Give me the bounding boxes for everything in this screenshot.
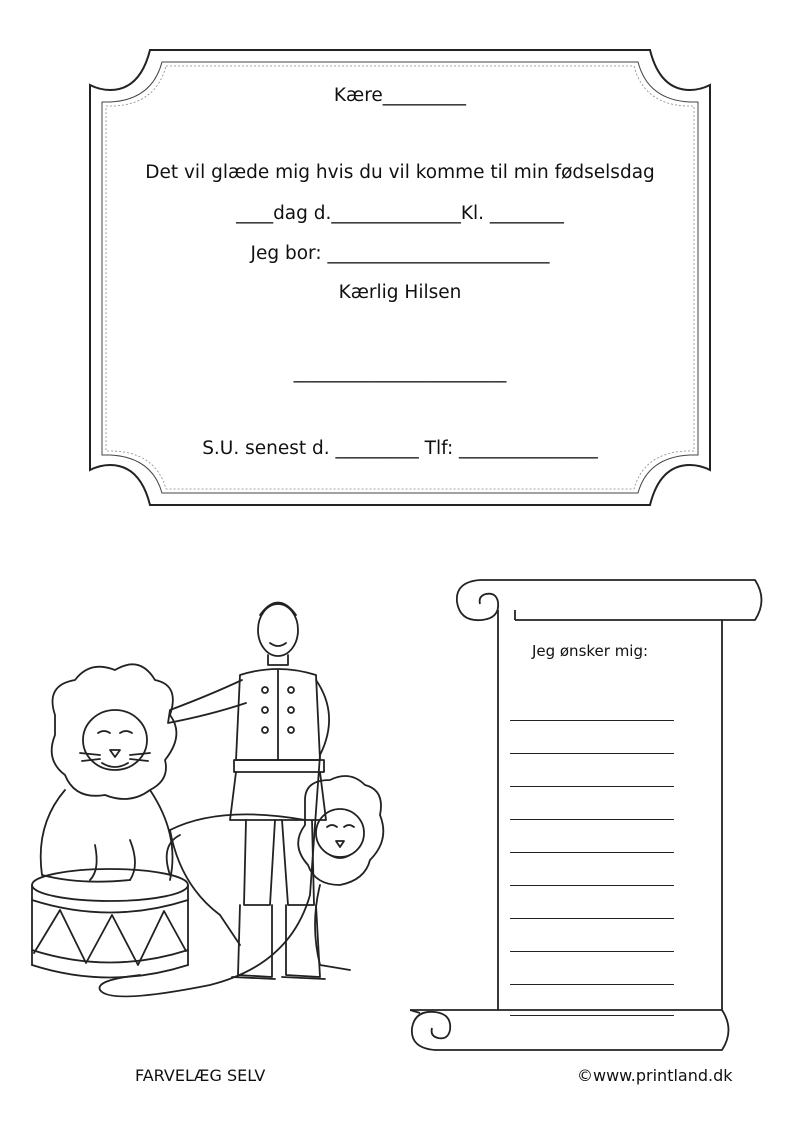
ringmaster-lions-illustration — [20, 585, 390, 1035]
rsvp-line: S.U. senest d. _________ Tlf: _______________ — [202, 438, 598, 459]
wishlist-line — [510, 720, 674, 721]
wishlist-line — [510, 753, 674, 754]
drum-pedestal — [32, 869, 188, 978]
wishlist-line — [510, 852, 674, 853]
address-line: Jeg bor: ________________________ — [250, 243, 550, 264]
wishlist-line — [510, 951, 674, 952]
signature-line: _______________________ — [293, 362, 507, 383]
ringmaster — [168, 603, 329, 980]
wishlist-line — [510, 1015, 674, 1016]
closing-text: Kærlig Hilsen — [338, 282, 462, 303]
wishlist-title: Jeg ønsker mig: — [531, 642, 649, 660]
invite-text: Det vil glæde mig hvis du vil komme til min fødselsdag — [145, 162, 655, 183]
wishlist-line — [510, 819, 674, 820]
footer-website: ©www.printland.dk — [577, 1066, 733, 1085]
date-time-line: ____dag d.______________Kl. ________ — [236, 203, 564, 224]
invitation-frame — [0, 0, 800, 560]
seated-lion — [41, 664, 177, 881]
wishlist-line — [510, 918, 674, 919]
reclining-lion — [167, 776, 384, 970]
wishlist-line — [510, 786, 674, 787]
footer-color-yourself: FARVELÆG SELV — [135, 1066, 266, 1085]
wishlist-line — [510, 885, 674, 886]
greeting-line: Kære_________ — [333, 85, 467, 106]
wishlist-line — [510, 984, 674, 985]
